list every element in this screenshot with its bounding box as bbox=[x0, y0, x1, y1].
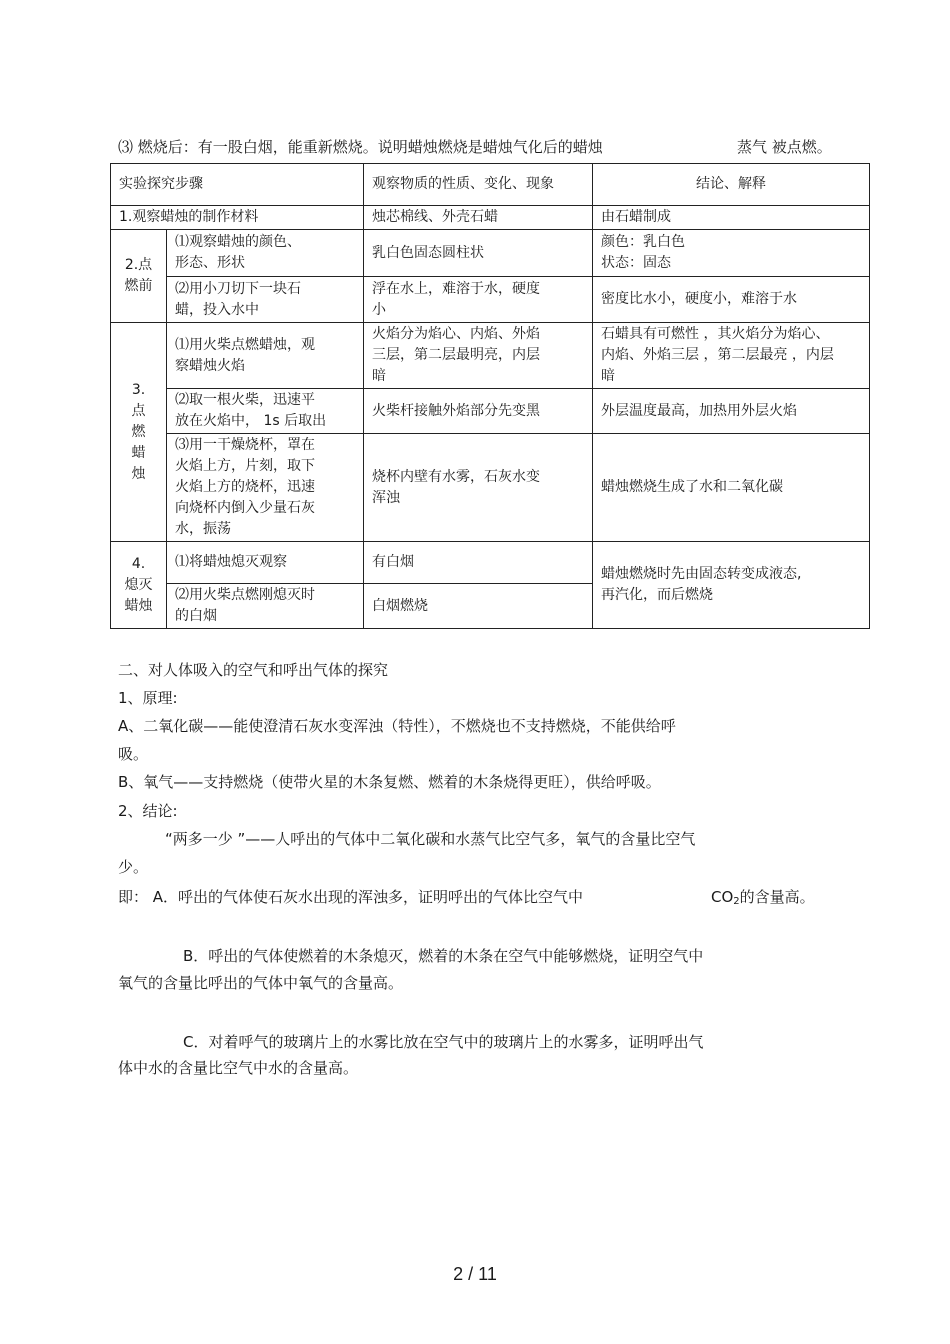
intro-line-suffix: 蒸气 被点燃。 bbox=[737, 138, 832, 156]
row1-conclusion: 由石蜡制成 bbox=[593, 206, 870, 230]
group3-row3-conclusion: 蜡烛燃烧生成了水和二氧化碳 bbox=[593, 434, 870, 542]
group2-row1-conclusion: 颜色：乳白色 状态：固态 bbox=[593, 230, 870, 277]
page-number: 2 / 11 bbox=[453, 1264, 497, 1284]
intro-line-prefix: ⑶ 燃烧后：有一股白烟，能重新燃烧。说明蜡烛燃烧是蜡烛气化后的蜡烛 bbox=[118, 138, 603, 156]
conclusion-c-line2: 体中水的含量比空气中水的含量高。 bbox=[118, 1059, 359, 1077]
group4-row2-observation: 白烟燃烧 bbox=[364, 584, 593, 629]
header-observation: 观察物质的性质、变化、现象 bbox=[364, 164, 593, 206]
summary-line1: “两多一少 ”——人呼出的气体中二氧化碳和水蒸气比空气多，氧气的含量比空气 bbox=[165, 830, 696, 848]
principle-b-line: B、氧气——支持燃烧（使带火星的木条复燃、燃着的木条烧得更旺），供给呼吸。 bbox=[118, 773, 661, 791]
group3-row3-step: ⑶用一干燥烧杯，罩在 火焰上方，片刻，取下 火焰上方的烧杯，迅速 向烧杯内倒入少量石灰 水，振荡 bbox=[167, 434, 364, 542]
candle-experiment-table bbox=[110, 163, 870, 629]
header-conclusion: 结论、解释 bbox=[593, 164, 870, 206]
group3-row3-observation: 烧杯内壁有水雾，石灰水变 浑浊 bbox=[364, 434, 593, 542]
group4-row1-observation: 有白烟 bbox=[364, 542, 593, 584]
group3-label: 3. 点 燃 蜡 烛 bbox=[111, 323, 167, 542]
group4-label: 4. 熄灭 蜡烛 bbox=[111, 542, 167, 629]
table-header-row bbox=[111, 164, 870, 206]
row1-step: 1.观察蜡烛的制作材料 bbox=[111, 206, 364, 230]
principle-label: 1、原理: bbox=[118, 689, 178, 707]
conclusion-a-prefix: 即： A．呼出的气体使石灰水出现的浑浊多，证明呼出的气体比空气中 bbox=[118, 888, 584, 906]
table-row bbox=[111, 542, 870, 584]
summary-line2: 少。 bbox=[118, 858, 149, 876]
group4-conclusion: 蜡烛燃烧时先由固态转变成液态, 再汽化，而后燃烧 bbox=[593, 542, 870, 629]
group2-row2-conclusion: 密度比水小，硬度小，难溶于水 bbox=[593, 277, 870, 323]
conclusion-b-line2: 氧气的含量比呼出的气体中氧气的含量高。 bbox=[118, 974, 404, 992]
table-row bbox=[111, 277, 870, 323]
table-row bbox=[111, 323, 870, 389]
conclusion-c-line1: C．对着呼气的玻璃片上的水雾比放在空气中的玻璃片上的水雾多，证明呼出气 bbox=[183, 1033, 704, 1051]
principle-a-line2: 吸。 bbox=[118, 745, 149, 763]
group3-row1-step: ⑴用火柴点燃蜡烛，观 察蜡烛火焰 bbox=[167, 323, 364, 389]
table-row bbox=[111, 389, 870, 434]
section2-title: 二、对人体吸入的空气和呼出气体的探究 bbox=[118, 661, 389, 679]
group3-row2-step: ⑵取一根火柴，迅速平 放在火焰中， 1s 后取出 bbox=[167, 389, 364, 434]
principle-a-line1: A、二氧化碳——能使澄清石灰水变浑浊（特性），不燃烧也不支持燃烧，不能供给呼 bbox=[118, 717, 676, 735]
table-row bbox=[111, 206, 870, 230]
header-steps: 实验探究步骤 bbox=[111, 164, 364, 206]
group2-row1-step: ⑴观察蜡烛的颜色、 形态、形状 bbox=[167, 230, 364, 277]
group3-row1-observation: 火焰分为焰心、内焰、外焰 三层，第二层最明亮，内层 暗 bbox=[364, 323, 593, 389]
group3-row2-observation: 火柴杆接触外焰部分先变黑 bbox=[364, 389, 593, 434]
table-row bbox=[111, 434, 870, 542]
group2-row1-observation: 乳白色固态圆柱状 bbox=[364, 230, 593, 277]
table-row bbox=[111, 230, 870, 277]
group3-row1-conclusion: 石蜡具有可燃性 ，其火焰分为焰心、 内焰、外焰三层 ，第二层最亮 ，内层 暗 bbox=[593, 323, 870, 389]
conclusion-a-suffix: $CO_2$的含量高。 bbox=[711, 888, 815, 907]
row1-observation: 烛芯棉线、外壳石蜡 bbox=[364, 206, 593, 230]
conclusion-b-line1: B．呼出的气体使燃着的木条熄灭，燃着的木条在空气中能够燃烧，证明空气中 bbox=[183, 947, 704, 965]
group2-row2-observation: 浮在水上，难溶于水，硬度 小 bbox=[364, 277, 593, 323]
group3-row2-conclusion: 外层温度最高，加热用外层火焰 bbox=[593, 389, 870, 434]
group4-row2-step: ⑵用火柴点燃刚熄灭时 的白烟 bbox=[167, 584, 364, 629]
group2-row2-step: ⑵用小刀切下一块石 蜡，投入水中 bbox=[167, 277, 364, 323]
group2-label: 2.点 燃前 bbox=[111, 230, 167, 323]
group4-row1-step: ⑴将蜡烛熄灭观察 bbox=[167, 542, 364, 584]
conclusion-label: 2、结论: bbox=[118, 802, 178, 820]
